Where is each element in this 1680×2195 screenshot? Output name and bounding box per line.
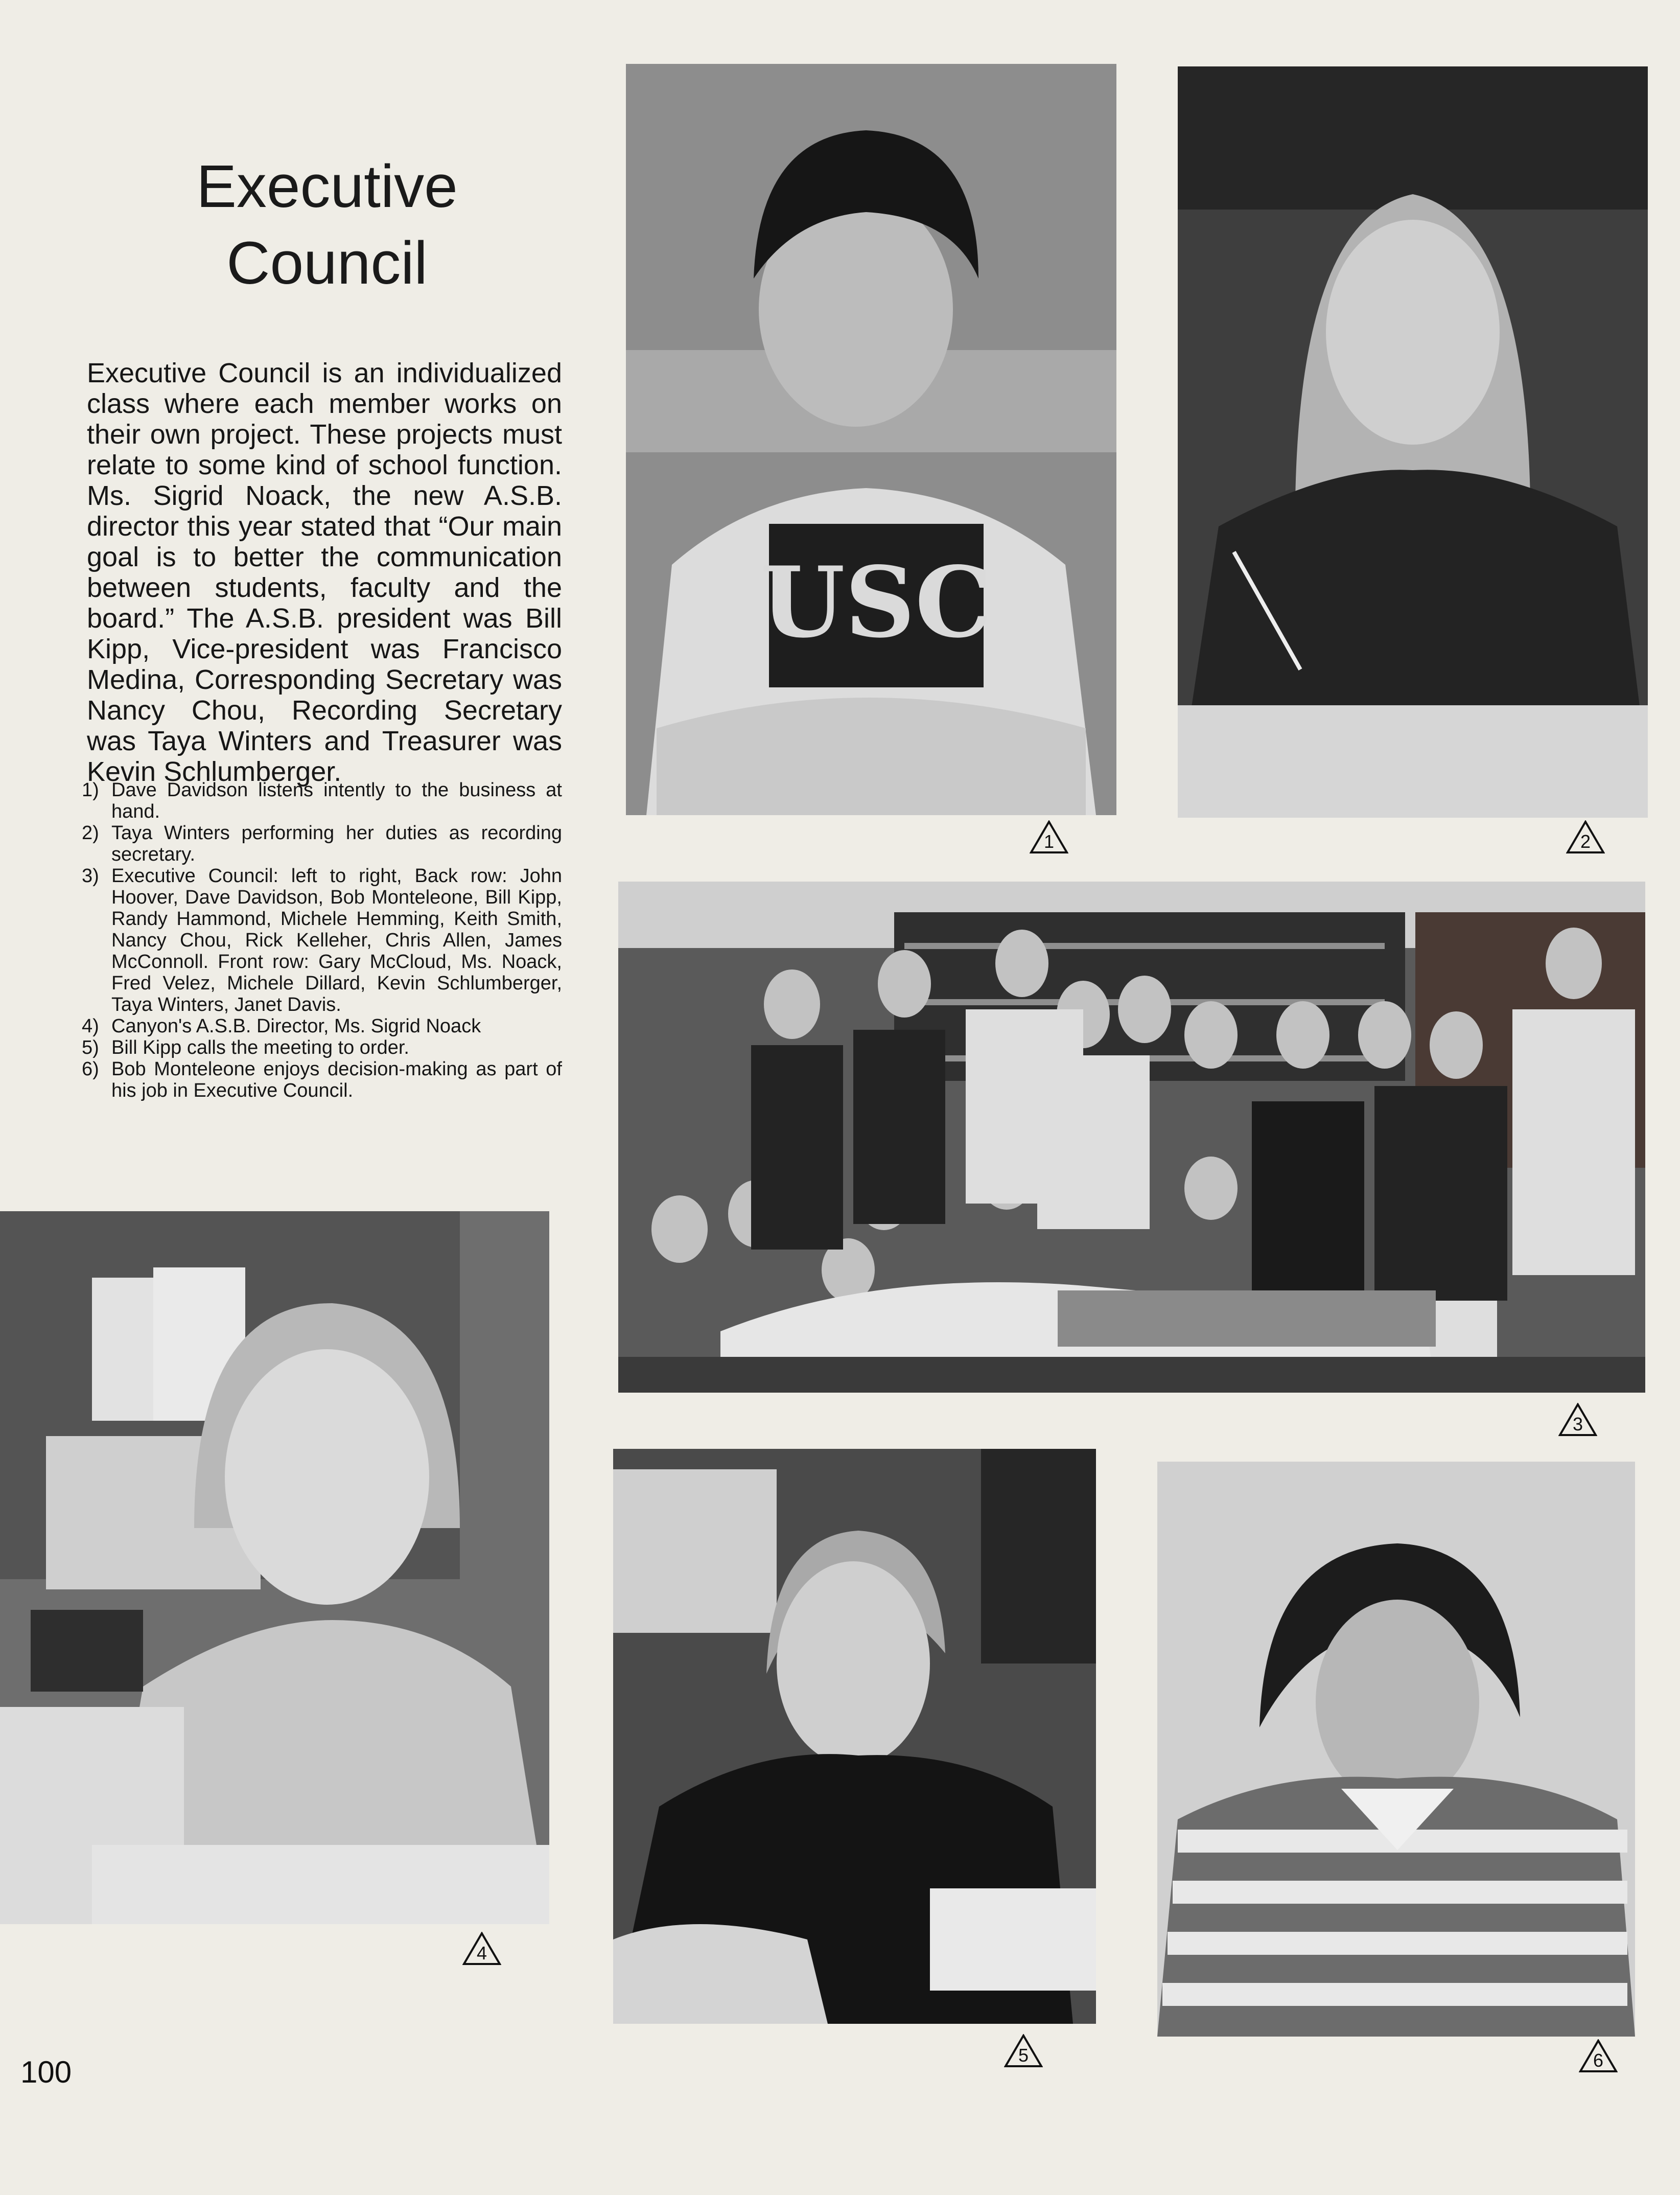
page-number: 100 [20, 2055, 72, 2089]
title-line-2: Council [226, 229, 428, 297]
caption-item: 5) Bill Kipp calls the meeting to order. [82, 1037, 409, 1058]
photo-marker-5: 5 [1004, 2034, 1043, 2068]
caption-item: 6) Bob Monteleone enjoys decision-making as part of his job in Executive Council. [82, 1058, 562, 1101]
page-title [82, 148, 572, 302]
caption-item: 2) Taya Winters performing her duties as recording secretary. [82, 822, 562, 865]
portrait-illustration [0, 1211, 549, 1924]
photo-marker-3: 3 [1558, 1403, 1597, 1437]
photo-5-bill-kipp [613, 1449, 1096, 2024]
body-paragraph: Executive Council is an individualized class where each member works on their own project. These projects must relate to some kind of school function. Ms. Sigrid Noack, the new A.S.B. director this year stated that “Our main goal is to better the communication between students, faculty and the board.” The A.S.B. president was Bill Kipp, Vice-president was Francisco Medina, Corresponding Secretary was Nancy Chou, Recording Secretary was Taya Winters and Treasurer was Kevin Schlumberger. [87, 358, 562, 787]
caption-item: 4) Canyon's A.S.B. Director, Ms. Sigrid Noack [82, 1015, 481, 1037]
shirt-text: USC [760, 545, 993, 659]
portrait-illustration [1178, 66, 1648, 818]
photo-marker-4: 4 [462, 1932, 501, 1966]
portrait-illustration [1157, 1462, 1635, 2037]
photo-1-dave-davidson [626, 64, 1116, 815]
photo-captions [82, 779, 562, 1101]
portrait-illustration [626, 64, 1116, 815]
photo-4-sigrid-noack [0, 1211, 549, 1924]
caption-item: 3) Executive Council: left to right, Back row: John Hoover, Dave Davidson, Bob Monteleone, Bill Kipp, Randy Hammond, Michele Hemming, Keith Smith, Nancy Chou, Rick Kelleher, Chris Allen, James McConnoll. Front row: Gary McCloud, Ms. Noack, Fred Velez, Michele Dillard, Kevin Schlumberger, Taya Winters, Janet Davis. [82, 865, 562, 1015]
photo-6-bob-monteleone [1157, 1462, 1635, 2037]
portrait-illustration [613, 1449, 1096, 2024]
photo-marker-6: 6 [1579, 2039, 1618, 2073]
photo-marker-2: 2 [1566, 820, 1605, 854]
caption-item: 1) Dave Davidson listens intently to the business at hand. [82, 779, 562, 822]
title-line-1: Executive [196, 153, 458, 220]
photo-3-executive-council-group [618, 882, 1645, 1393]
photo-2-taya-winters [1178, 66, 1648, 818]
photo-marker-1: 1 [1030, 820, 1068, 854]
group-illustration [618, 882, 1645, 1393]
